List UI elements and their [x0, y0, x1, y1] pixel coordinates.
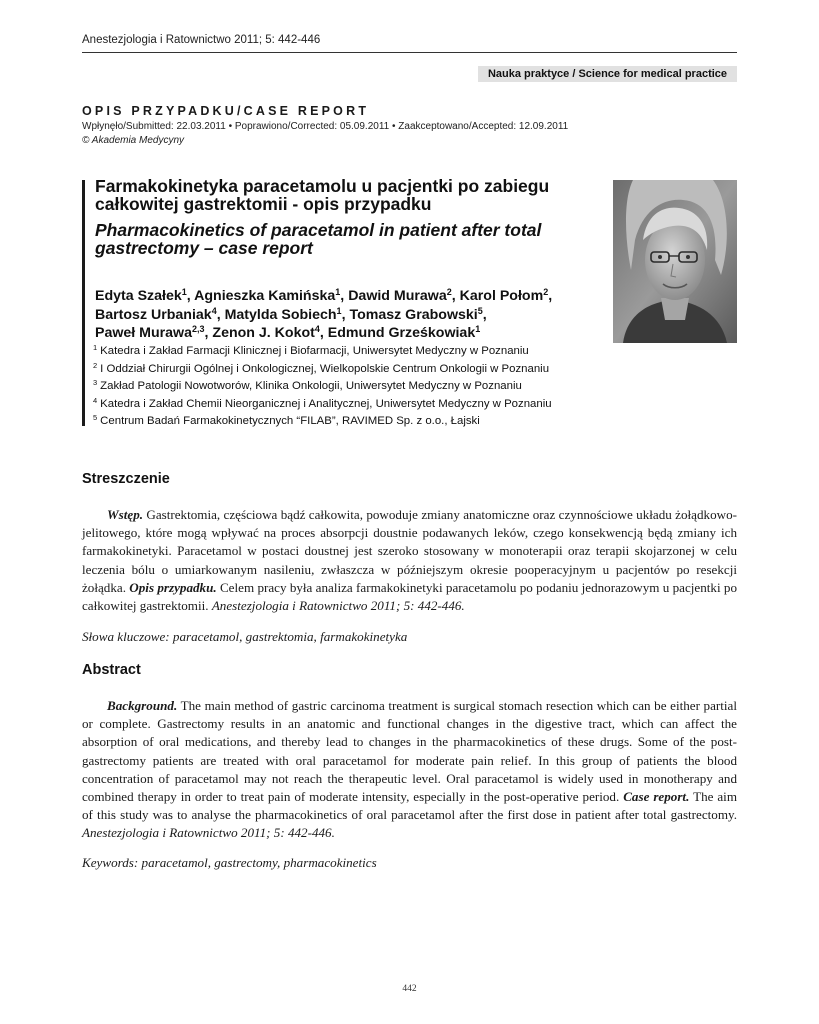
keywords-polish: Słowa kluczowe: paracetamol, gastrektomia, farmakokinetyka: [82, 629, 408, 644]
author-separator: ,: [186, 288, 195, 304]
page-number: 442: [402, 984, 417, 994]
copyright: © Akademia Medycyny: [82, 135, 185, 146]
affiliation-text: I Oddział Chirurgii Ogólnej i Onkologicznej, Wielkopolskie Centrum Onkologii w Poznaniu: [100, 362, 550, 375]
author-name: Tomasz Grabowski: [349, 306, 478, 323]
abstract-heading: Abstract: [82, 662, 141, 678]
author-photo: [613, 180, 737, 343]
title-accent-bar: [82, 180, 85, 426]
abstract-lead-background: Background.: [107, 698, 178, 713]
author-separator: ,: [341, 306, 350, 323]
author-affiliation-mark: 4: [314, 324, 320, 334]
affiliation-text: Katedra i Zakład Farmacji Klinicznej i Biofarmacji, Uniwersytet Medyczny w Poznaniu: [100, 345, 529, 357]
author-name: Agnieszka Kamińska: [194, 288, 336, 304]
streszczenie-body: [82, 506, 737, 615]
author-separator: ,: [451, 288, 460, 304]
author-name: Dawid Murawa: [348, 288, 447, 304]
author-name: Bartosz Urbaniak: [95, 306, 212, 323]
author-name: Matylda Sobiech: [224, 306, 337, 323]
author-separator: ,: [216, 306, 225, 323]
author-name: Zenon J. Kokot: [212, 325, 315, 341]
affiliation-number: 4: [93, 395, 98, 405]
streszczenie-citation: Anestezjologia i Ratownictwo 2011; 5: 442-446.: [211, 598, 465, 614]
affiliation-number: 3: [93, 378, 98, 387]
abstract-citation: Anestezjologia i Ratownictwo 2011; 5: 442-446.: [82, 825, 335, 841]
author-affiliation-mark: 2: [543, 287, 549, 297]
affiliation-number: 1: [93, 343, 98, 352]
header-rule: [82, 52, 737, 53]
affiliation-item: [93, 396, 623, 414]
affiliation-item: [93, 343, 623, 361]
author-list: [95, 287, 615, 343]
streszczenie-heading: Streszczenie: [82, 471, 170, 487]
abstract-text-2: The aim of this study was to analyse the pharmacokinetics of oral paracetamol after the first dose in patient after total gastrectomy.: [82, 789, 738, 823]
submission-dates: Wpłynęło/Submitted: 22.03.2011 • Poprawiono/Corrected: 05.09.2011 • Zaakceptowano/Accepted: 12.09.2011: [82, 121, 569, 132]
streszczenie-text-1: Gastrektomia, częściowa bądź całkowita, powoduje zmiany anatomiczne oraz czynnościowe układu żołądkowo-jelitowego, które mogą wpływać na proces absorpcji doustnie podawanych leków, czego konsekwencją będą zmiany ich farmakokinetyki. Paracetamol w postaci doustnej jest szeroko stosowany w monoterapii oraz terapii skojarzonej w celu leczenia bólu o umiarkowanym nasileniu, zwłaszcza w późniejszym okresie pooperacyjnym u pacjentów po resekcji żołądka.: [82, 507, 737, 595]
author-name: Paweł Murawa: [95, 325, 192, 341]
keywords-english: Keywords: paracetamol, gastrectomy, pharmacokinetics: [82, 855, 377, 870]
title-english: Pharmacokinetics of paracetamol in patient after total gastrectomy – case report: [95, 220, 542, 258]
abstract-text-1: The main method of gastric carcinoma treatment is surgical stomach resection which can be either partial or complete. Gastrectomy results in an anatomic and functional changes in the digestive tract, which can affect the absorption of oral medications, and thereby lead to changes in the pharmacokinetics of these drugs. Some of the post-gastrectomy patients are treated with oral paracetamol for moderate pain relief. In this group of patients the blood concentration of paracetamol may not reach the therapeutic level. Oral paracetamol is widely used in monotherapy and combined therapy in order to treat pain of moderate intensity, especially in the post-operative period.: [82, 698, 737, 805]
affiliation-list: [93, 343, 623, 431]
author-affiliation-mark: 1: [335, 287, 341, 297]
streszczenie-lead-wstep: Wstęp.: [107, 507, 144, 522]
author-separator: ,: [319, 325, 328, 341]
title-polish: Farmakokinetyka paracetamolu u pacjentki po zabiegu całkowitej gastrektomii - opis przypadku: [95, 176, 550, 214]
affiliation-text: Centrum Badań Farmakokinetycznych “FILAB”, RAVIMED Sp. z o.o., Łajski: [100, 415, 480, 427]
author-separator: ,: [548, 288, 553, 304]
affiliation-number: 5: [93, 413, 98, 422]
author-affiliation-mark: 4: [211, 305, 217, 316]
author-name: Edyta Szałek: [95, 288, 182, 304]
author-name: Edmund Grześkowiak: [327, 325, 476, 341]
streszczenie-lead-opis: Opis przypadku.: [129, 579, 217, 595]
affiliation-text: Zakład Patologii Nowotworów, Klinika Onkologii, Uniwersytet Medyczny w Poznaniu: [100, 380, 522, 392]
author-separator: ,: [340, 288, 349, 304]
author-affiliation-mark: 2,3: [192, 324, 205, 334]
affiliation-text: Katedra i Zakład Chemii Nieorganicznej i Analitycznej, Uniwersytet Medyczny w Poznaniu: [100, 397, 552, 410]
abstract-body: [82, 697, 737, 843]
abstract-lead-case-report: Case report.: [623, 789, 690, 805]
author-separator: ,: [482, 306, 487, 323]
author-affiliation-mark: 1: [336, 305, 342, 316]
author-affiliation-mark: 5: [477, 305, 483, 316]
author-affiliation-mark: 2: [446, 287, 452, 297]
author-separator: ,: [204, 325, 213, 341]
affiliation-item: [93, 378, 623, 396]
author-affiliation-mark: 1: [475, 324, 481, 334]
section-badge: Nauka praktyce / Science for medical practice: [478, 66, 737, 82]
author-name: Karol Połom: [459, 288, 544, 304]
article-type: OPIS PRZYPADKU/CASE REPORT: [82, 104, 370, 118]
running-head: Anestezjologia i Ratownictwo 2011; 5: 442-446: [82, 34, 321, 46]
author-affiliation-mark: 1: [181, 287, 187, 297]
affiliation-item: [93, 361, 623, 379]
streszczenie-text-2: Celem pracy była analiza farmakokinetyki paracetamolu po podaniu jednorazowym u pacjentki po całkowitej gastrektomii.: [82, 579, 737, 614]
affiliation-number: 2: [93, 360, 98, 370]
affiliation-item: [93, 413, 623, 431]
